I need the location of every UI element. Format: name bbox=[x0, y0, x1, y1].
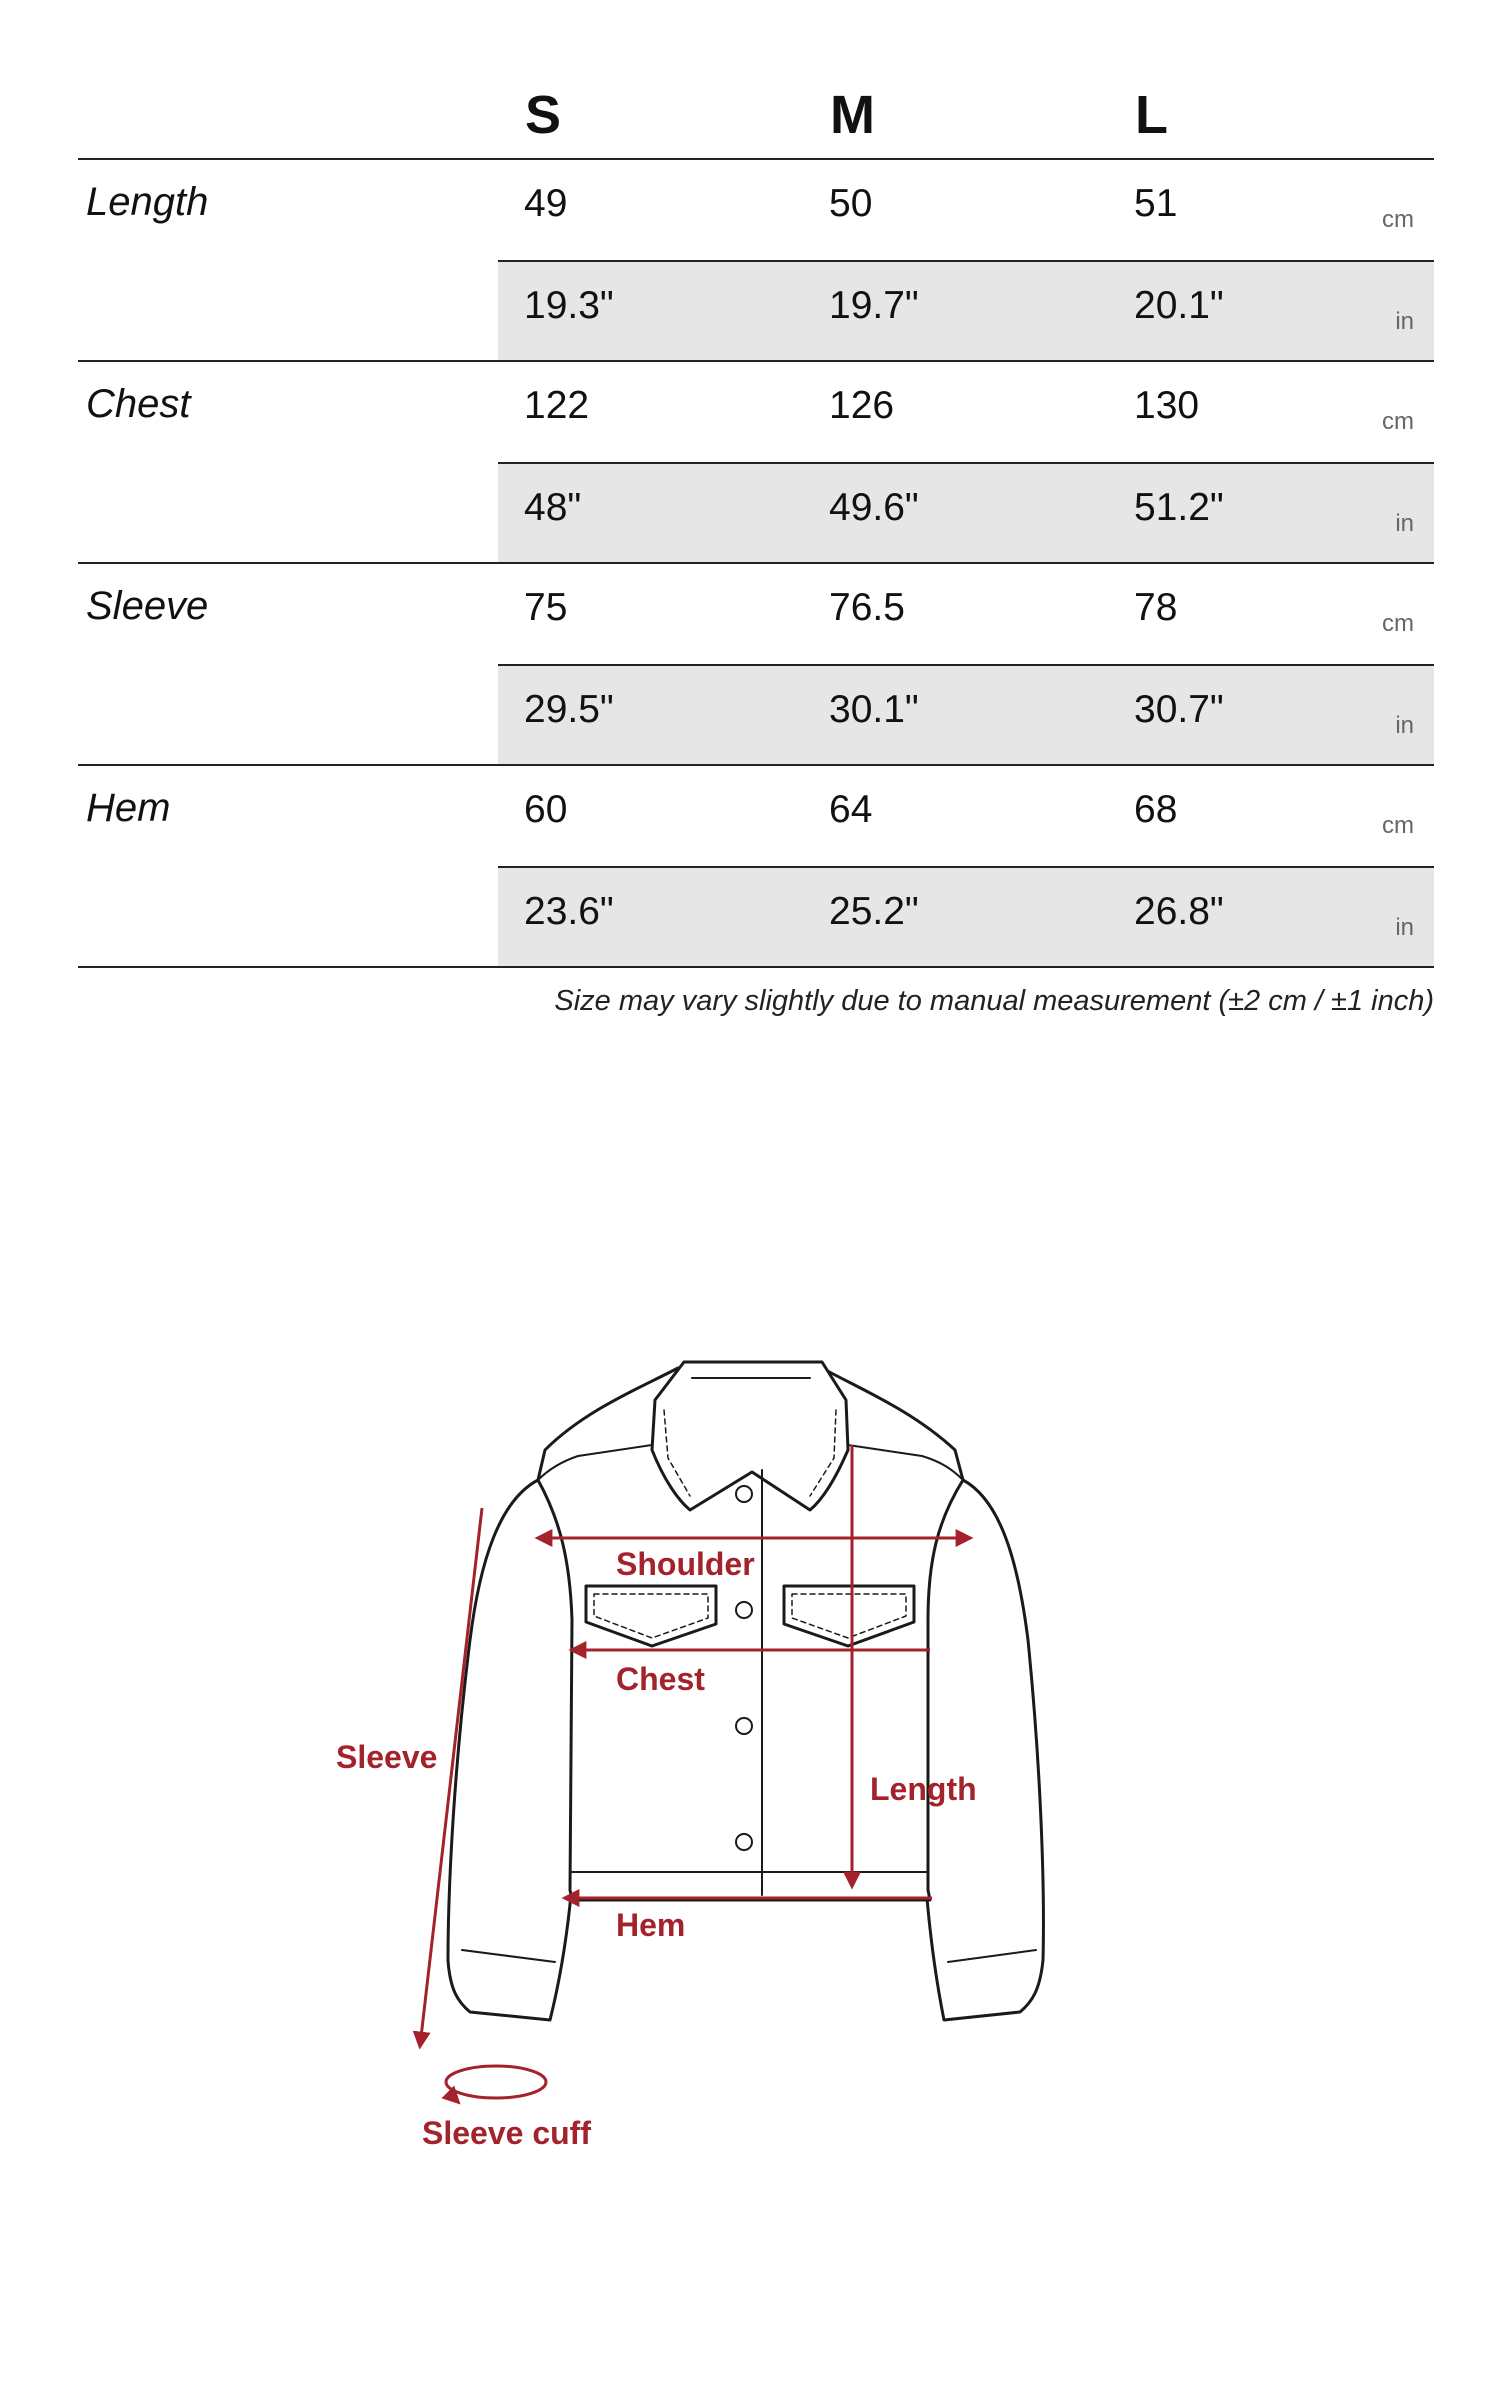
unit-in: in bbox=[1395, 914, 1414, 941]
cell-hem-m-in: 25.2" bbox=[829, 890, 919, 933]
cell-hem-l-cm: 68 bbox=[1134, 788, 1178, 831]
measurement-note: Size may vary slightly due to manual measurement (±2 cm / ±1 inch) bbox=[554, 985, 1434, 1017]
cell-length-s-in: 19.3" bbox=[524, 284, 614, 327]
jacket-outline bbox=[448, 1362, 1043, 2020]
sleeve-label: Sleeve bbox=[336, 1739, 438, 1775]
divider bbox=[498, 866, 1434, 868]
grey-band bbox=[498, 464, 1434, 564]
right-sleeve bbox=[918, 1480, 1043, 2020]
unit-in: in bbox=[1395, 510, 1414, 537]
cell-chest-s-cm: 122 bbox=[524, 384, 590, 427]
button bbox=[736, 1718, 752, 1734]
cell-sleeve-m-in: 30.1" bbox=[829, 688, 919, 731]
row-label-hem: Hem bbox=[86, 786, 171, 830]
unit-cm: cm bbox=[1382, 408, 1414, 435]
divider bbox=[78, 966, 1434, 968]
row-label-length: Length bbox=[86, 180, 209, 224]
divider bbox=[78, 158, 1434, 160]
shoulder-label: Shoulder bbox=[616, 1546, 755, 1582]
cell-hem-l-in: 26.8" bbox=[1134, 890, 1224, 933]
button bbox=[736, 1486, 752, 1502]
divider bbox=[498, 462, 1434, 464]
cell-sleeve-m-cm: 76.5 bbox=[829, 586, 905, 629]
cell-length-l-in: 20.1" bbox=[1134, 284, 1224, 327]
button bbox=[736, 1602, 752, 1618]
unit-in: in bbox=[1395, 712, 1414, 739]
cell-sleeve-l-in: 30.7" bbox=[1134, 688, 1224, 731]
sleeve-cuff-label: Sleeve cuff bbox=[422, 2115, 591, 2151]
cell-chest-m-in: 49.6" bbox=[829, 486, 919, 529]
unit-cm: cm bbox=[1382, 812, 1414, 839]
length-label: Length bbox=[870, 1771, 977, 1807]
size-header-s: S bbox=[525, 85, 562, 145]
grey-band bbox=[498, 262, 1434, 362]
divider bbox=[78, 562, 1434, 564]
cell-sleeve-l-cm: 78 bbox=[1134, 586, 1178, 629]
size-chart-table bbox=[78, 70, 1434, 974]
left-sleeve bbox=[448, 1480, 580, 2020]
cell-sleeve-s-cm: 75 bbox=[524, 586, 568, 629]
cell-chest-s-in: 48" bbox=[524, 486, 582, 529]
cell-hem-s-in: 23.6" bbox=[524, 890, 614, 933]
size-header-l: L bbox=[1135, 85, 1168, 145]
sleeve-cuff-loop bbox=[446, 2066, 546, 2098]
cell-chest-l-in: 51.2" bbox=[1134, 486, 1224, 529]
divider bbox=[498, 664, 1434, 666]
divider bbox=[78, 764, 1434, 766]
row-label-sleeve: Sleeve bbox=[86, 584, 209, 628]
divider bbox=[498, 260, 1434, 262]
divider bbox=[78, 360, 1434, 362]
grey-band bbox=[498, 868, 1434, 968]
cell-hem-m-cm: 64 bbox=[829, 788, 873, 831]
row-label-chest: Chest bbox=[86, 382, 191, 426]
cell-length-l-cm: 51 bbox=[1134, 182, 1178, 225]
cell-length-s-cm: 49 bbox=[524, 182, 568, 225]
chest-label: Chest bbox=[616, 1661, 705, 1697]
unit-cm: cm bbox=[1382, 206, 1414, 233]
cell-length-m-in: 19.7" bbox=[829, 284, 919, 327]
cell-hem-s-cm: 60 bbox=[524, 788, 568, 831]
cell-chest-l-cm: 130 bbox=[1134, 384, 1200, 427]
grey-band bbox=[498, 666, 1434, 766]
cell-chest-m-cm: 126 bbox=[829, 384, 895, 427]
cell-length-m-cm: 50 bbox=[829, 182, 873, 225]
cell-sleeve-s-in: 29.5" bbox=[524, 688, 614, 731]
unit-cm: cm bbox=[1382, 610, 1414, 637]
jacket-measurement-diagram bbox=[0, 1320, 1500, 2220]
unit-in: in bbox=[1395, 308, 1414, 335]
size-header-m: M bbox=[830, 85, 875, 145]
hem-label: Hem bbox=[616, 1907, 686, 1943]
button bbox=[736, 1834, 752, 1850]
